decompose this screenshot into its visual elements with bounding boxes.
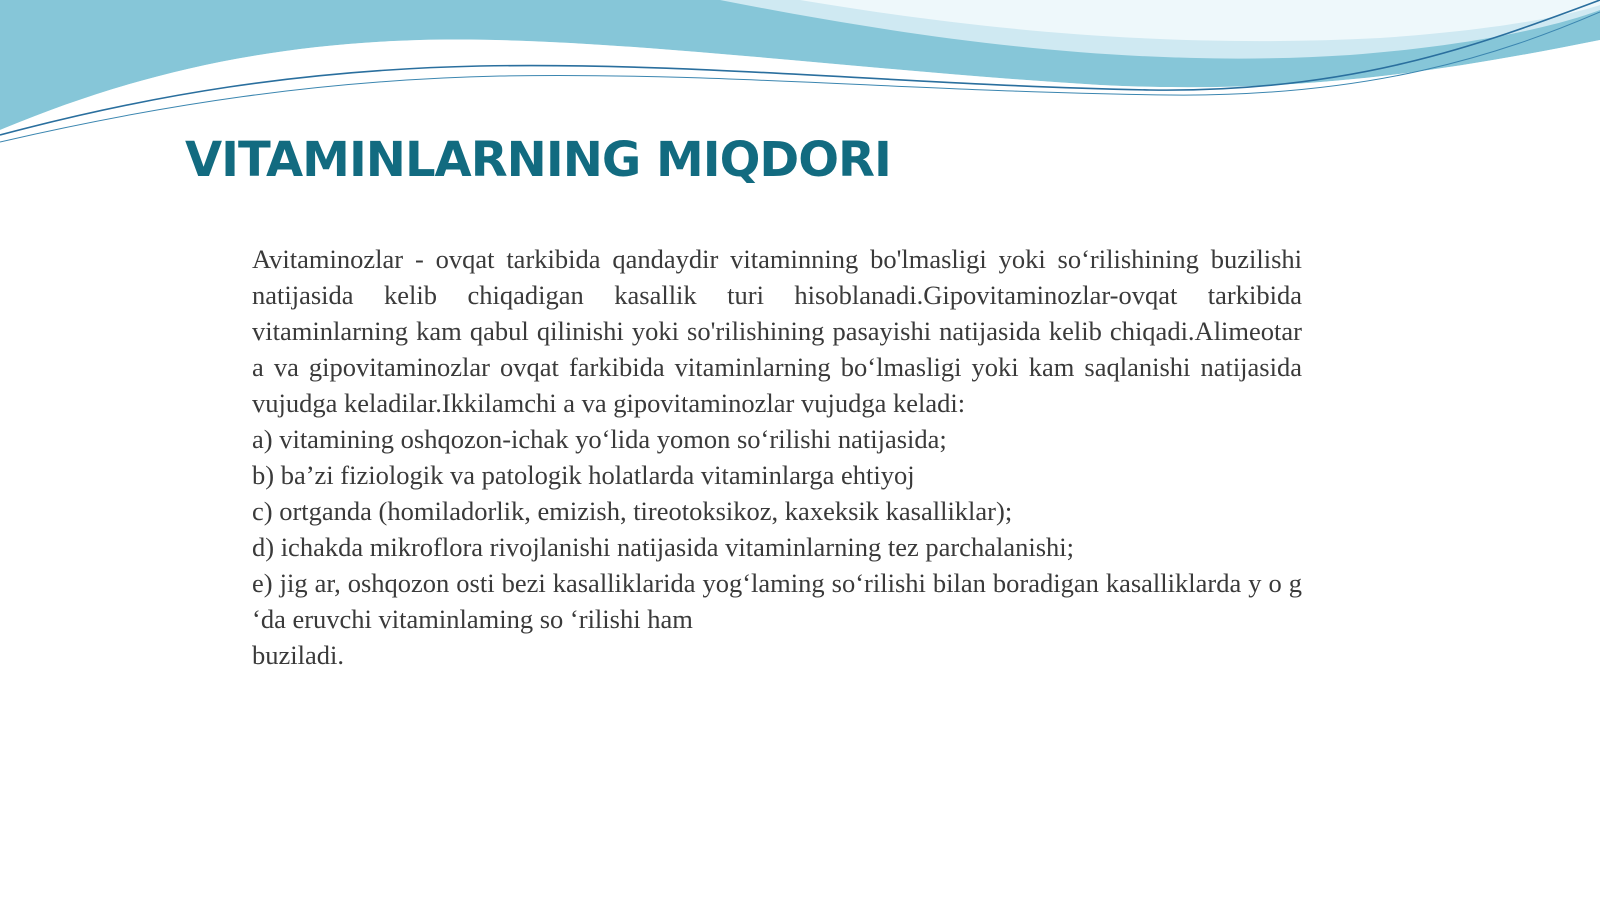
intro-paragraph: Avitaminozlar - ovqat tarkibida qandaydir vitaminning bo'lmasligi yoki so‘rilishining buzilishi natijasida kelib chiqadigan kasallik turi hisoblanadi.Gipovitaminozlar-ovqat tarkibida vitaminlarning kam qabul qilinishi yoki so'rilishining pasayishi natijasida kelib chiqadi.Alimeotar a va gipovitaminozlar ovqat farkibida vitaminlarning bo‘lmasligi yoki kam saqlanishi natijasida vujudga keladilar.Ikkilamchi a va gipovitaminozlar vujudga keladi: — [252, 244, 1302, 418]
list-item-c: c) ortganda (homiladorlik, emizish, tireotoksikoz, kaxeksik kasalliklar); — [252, 496, 1013, 526]
list-item-b: b) ba’zi fiziologik va patologik holatlarda vitaminlarga ehtiyoj — [252, 460, 915, 490]
list-item-d: d) ichakda mikroflora rivojlanishi natijasida vitaminlarning tez parchalanishi; — [252, 532, 1074, 562]
slide-title: VITAMINLARNING MIQDORI — [185, 132, 891, 188]
list-item-e: e) jig ar, oshqozon osti bezi kasalliklarida yog‘laming so‘rilishi bilan boradigan kasalliklarda y o g ‘da eruvchi vitaminlaming so ‘rilishi ham — [252, 568, 1302, 634]
closing-line: buziladi. — [252, 640, 344, 670]
list-item-a: a) vitamining oshqozon-ichak yo‘lida yomon so‘rilishi natijasida; — [252, 424, 947, 454]
slide-body — [252, 241, 1302, 673]
